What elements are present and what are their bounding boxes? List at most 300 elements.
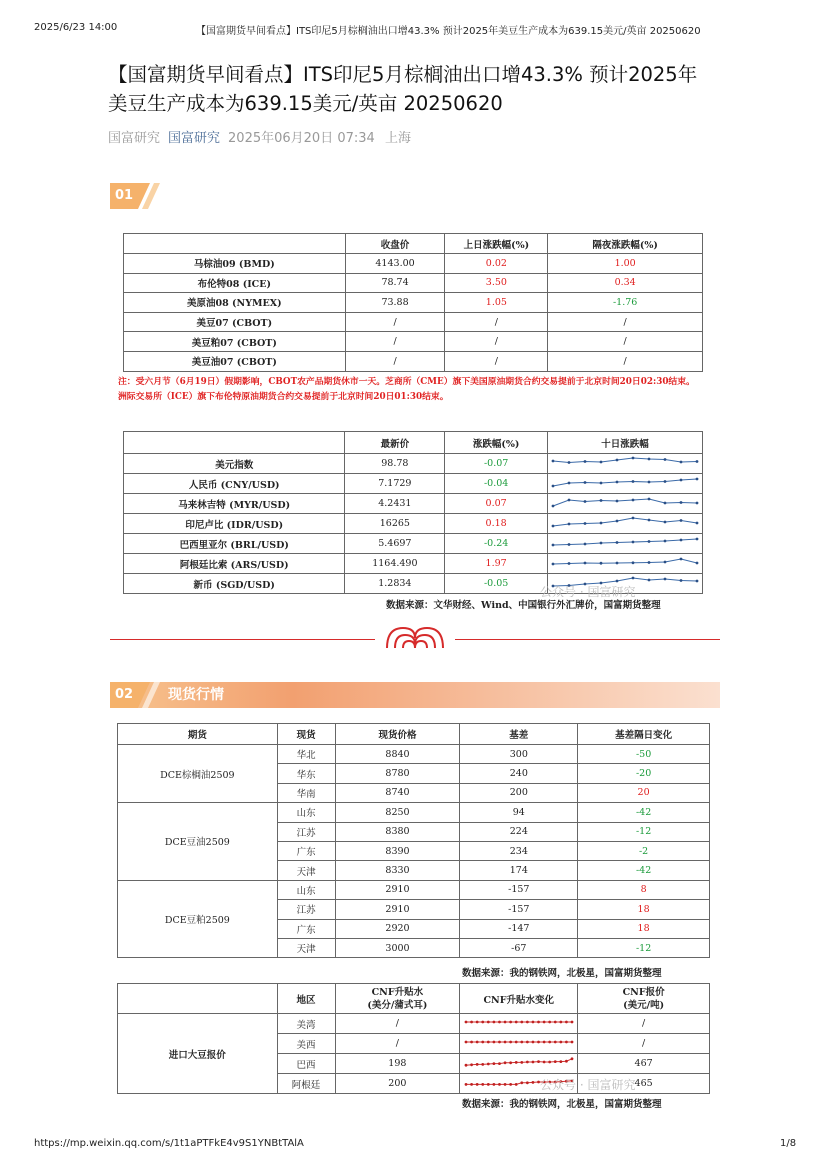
fx-sparkline-4-point-6 [648, 540, 651, 543]
fx-price: 1164.490 [345, 554, 445, 574]
cnf-sparkline-1-point-8 [509, 1041, 512, 1044]
cnf-sparkline-2-point-18 [565, 1060, 568, 1063]
fx-change: 1.97 [445, 554, 548, 574]
cnf-sparkline-3-point-3 [481, 1083, 484, 1086]
section-02-number: 02 [114, 687, 134, 702]
fx-sparkline-6-point-4 [616, 580, 619, 583]
fx-sparkline-0-point-0 [552, 460, 555, 463]
fx-sparkline-3-point-4 [616, 520, 619, 523]
futures-night-change: 1.00 [548, 254, 703, 274]
spot-basis: -147 [460, 919, 578, 938]
spot-basis-change: -2 [578, 841, 710, 860]
spot-basis-change: 20 [578, 783, 710, 802]
spot-header-spot: 现货 [277, 724, 335, 745]
cnf-header-row [118, 984, 710, 1014]
cnf-sparkline-2-point-19 [570, 1057, 573, 1060]
fx-sparkline-1-point-6 [648, 481, 651, 484]
cnf-sparkline-3-point-9 [515, 1083, 518, 1086]
cnf-sparkline-1-point-10 [520, 1041, 523, 1044]
fx-name: 人民币 (CNY/USD) [124, 474, 345, 494]
futures-prev-change: 0.02 [445, 254, 548, 274]
fx-sparkline-6-point-8 [680, 579, 683, 582]
fx-name: 马来林吉特 (MYR/USD) [124, 494, 345, 514]
fx-sparkline-1 [550, 474, 700, 490]
cnf-sparkline-0-point-2 [475, 1021, 478, 1024]
cnf-region: 巴西 [277, 1054, 335, 1074]
spot-header-change: 基差隔日变化 [578, 724, 710, 745]
futures-header-night: 隔夜涨跌幅(%) [548, 234, 703, 254]
fx-sparkline-1-point-5 [632, 480, 635, 483]
fx-sparkline-2 [550, 494, 700, 510]
fx-sparkline-0-point-1 [568, 461, 571, 464]
fx-name: 美元指数 [124, 454, 345, 474]
futures-prev-change: 1.05 [445, 293, 548, 313]
cnf-sparkline-1-point-9 [515, 1041, 518, 1044]
cnf-quote: / [578, 1014, 710, 1034]
spot-header-basis: 基差 [460, 724, 578, 745]
futures-row [124, 332, 703, 352]
cnf-sparkline-1-point-11 [526, 1041, 529, 1044]
spot-table [117, 723, 710, 958]
fx-sparkline-6-point-9 [696, 580, 699, 583]
source-2: 数据来源：我的钢铁网，北极星，国富期货整理 [462, 968, 662, 979]
fx-price: 1.2834 [345, 574, 445, 594]
cnf-sparkline-1-point-15 [548, 1041, 551, 1044]
fx-header-row [124, 432, 703, 454]
fx-sparkline-3-line [553, 518, 697, 526]
spot-basis: 94 [460, 803, 578, 822]
futures-header-close: 收盘价 [345, 234, 445, 254]
cnf-header-quote [578, 984, 710, 1014]
cnf-sparkline-1-point-1 [470, 1041, 473, 1044]
futures-row [124, 312, 703, 332]
fx-sparkline-3-point-3 [600, 522, 603, 525]
cnf-sparkline-1-point-18 [565, 1041, 568, 1044]
cnf-sparkline-0 [463, 1015, 575, 1029]
fx-sparkline-0-point-2 [584, 460, 587, 463]
cnf-sparkline-0-point-0 [464, 1021, 467, 1024]
futures-name: 美豆粕07 (CBOT) [124, 332, 346, 352]
futures-header-prev: 上日涨跌幅(%) [445, 234, 548, 254]
cnf-sparkline-3-point-10 [520, 1081, 523, 1084]
fx-sparkline-3 [550, 514, 700, 530]
print-page-indicator: 1/8 [780, 1138, 797, 1149]
fx-sparkline-6-point-7 [664, 578, 667, 581]
cnf-sparkline-1-point-4 [487, 1041, 490, 1044]
fx-sparkline-0-line [553, 458, 697, 463]
cnf-sparkline-0-point-3 [481, 1021, 484, 1024]
fx-sparkline-3-point-7 [664, 521, 667, 524]
source-1: 数据来源：文华财经、Wind、中国银行外汇牌价，国富期货整理 [386, 600, 661, 611]
fx-sparkline-5-point-1 [568, 562, 571, 565]
spot-price: 8840 [335, 745, 460, 764]
cnf-sparkline-3-point-0 [464, 1083, 467, 1086]
fx-sparkline-cell [548, 454, 703, 474]
spot-price: 8330 [335, 861, 460, 880]
cnf-quote: 465 [578, 1074, 710, 1094]
fx-sparkline-2-point-0 [552, 505, 555, 508]
fx-change: 0.18 [445, 514, 548, 534]
cnf-sparkline-0-point-12 [531, 1021, 534, 1024]
futures-night-change: / [548, 332, 703, 352]
fx-sparkline-4-point-9 [696, 538, 699, 541]
spot-price: 2910 [335, 900, 460, 919]
spot-basis: 300 [460, 745, 578, 764]
fx-name: 巴西里亚尔 (BRL/USD) [124, 534, 345, 554]
cnf-header-region: 地区 [277, 984, 335, 1014]
cnf-sparkline-2-point-2 [475, 1063, 478, 1066]
futures-prev-change: / [445, 332, 548, 352]
publish-date: 2025年06月20日 07:34 [228, 131, 375, 146]
cnf-sparkline-3-point-11 [526, 1081, 529, 1084]
fx-sparkline-4-point-1 [568, 543, 571, 546]
spot-basis: 174 [460, 861, 578, 880]
fx-header-chg: 涨跌幅(%) [445, 432, 548, 454]
fx-sparkline-cell [548, 554, 703, 574]
cnf-sparkline-1-point-3 [481, 1041, 484, 1044]
fx-sparkline-5-point-8 [680, 558, 683, 561]
fx-sparkline-6-point-5 [632, 577, 635, 580]
cnf-sparkline-0-point-4 [487, 1021, 490, 1024]
fx-sparkline-0-point-7 [664, 458, 667, 461]
cnf-header-premium-l2: (美分/蒲式耳) [367, 999, 428, 1011]
cnf-sparkline-3-point-1 [470, 1083, 473, 1086]
spot-basis: 240 [460, 764, 578, 783]
fx-header-0 [124, 432, 345, 454]
fx-sparkline-4-point-3 [600, 542, 603, 545]
cnf-sparkline-0-point-10 [520, 1021, 523, 1024]
fx-sparkline-2-point-8 [680, 501, 683, 504]
fx-sparkline-2-point-6 [648, 498, 651, 501]
fx-sparkline-0-point-9 [696, 460, 699, 463]
fx-sparkline-4-point-2 [584, 543, 587, 546]
spot-region: 华南 [277, 783, 335, 802]
print-url: https://mp.weixin.qq.com/s/1t1aPTFkE4v9S1YNBtTAlA [34, 1138, 304, 1149]
fx-sparkline-1-point-4 [616, 481, 619, 484]
cnf-premium: 198 [335, 1054, 460, 1074]
fx-name: 印尼卢比 (IDR/USD) [124, 514, 345, 534]
fx-change: -0.24 [445, 534, 548, 554]
futures-prev-change: 3.50 [445, 273, 548, 293]
spot-basis-change: 8 [578, 880, 710, 899]
fx-price: 5.4697 [345, 534, 445, 554]
spot-region: 山东 [277, 803, 335, 822]
spot-group-name: DCE豆粕2509 [118, 880, 278, 958]
cnf-sparkline-1-point-0 [464, 1041, 467, 1044]
cnf-sparkline-0-point-8 [509, 1021, 512, 1024]
spot-basis-change: -50 [578, 745, 710, 764]
spot-region: 天津 [277, 861, 335, 880]
fx-sparkline-1-point-7 [664, 480, 667, 483]
cnf-sparkline-3-point-8 [509, 1083, 512, 1086]
fx-sparkline-3-point-0 [552, 525, 555, 528]
cnf-region: 美湾 [277, 1014, 335, 1034]
cnf-sparkline-1 [463, 1035, 575, 1049]
fx-sparkline-cell [548, 494, 703, 514]
fx-sparkline-5-point-3 [600, 562, 603, 565]
fx-sparkline-4-point-4 [616, 541, 619, 544]
futures-close: / [345, 351, 445, 371]
futures-night-change: -1.76 [548, 293, 703, 313]
spot-region: 天津 [277, 938, 335, 957]
fx-sparkline-5-point-0 [552, 563, 555, 566]
futures-night-change: 0.34 [548, 273, 703, 293]
cnf-region: 阿根廷 [277, 1074, 335, 1094]
fx-sparkline-1-point-0 [552, 485, 555, 488]
fx-sparkline-5 [550, 554, 700, 570]
cnf-sparkline-1-point-16 [554, 1041, 557, 1044]
cnf-sparkline-2-point-10 [520, 1061, 523, 1064]
cnf-sparkline-2-point-9 [515, 1061, 518, 1064]
spot-basis: -157 [460, 880, 578, 899]
spot-basis-change: 18 [578, 900, 710, 919]
fx-header-price: 最新价 [345, 432, 445, 454]
fx-price: 4.2431 [345, 494, 445, 514]
cnf-sparkline-3-point-5 [492, 1083, 495, 1086]
cnf-sparkline-2-point-15 [548, 1061, 551, 1064]
account-link[interactable]: 国富研究 [168, 131, 221, 146]
futures-row [124, 273, 703, 293]
fx-sparkline-2-line [553, 499, 697, 506]
fx-sparkline-3-point-9 [696, 522, 699, 525]
cnf-quote: 467 [578, 1054, 710, 1074]
cnf-sparkline-2-point-7 [503, 1061, 506, 1064]
fx-table [123, 431, 703, 594]
spot-basis-change: -12 [578, 822, 710, 841]
watermark-1: 公众号 · 国富研究 [540, 585, 636, 599]
futures-close: 73.88 [345, 293, 445, 313]
cnf-sparkline-cell [460, 1034, 578, 1054]
futures-name: 布伦特08 (ICE) [124, 273, 346, 293]
ornament-icon [383, 622, 447, 652]
cnf-sparkline-2-point-1 [470, 1063, 473, 1066]
futures-row [124, 254, 703, 274]
spot-basis: 234 [460, 841, 578, 860]
fx-sparkline-5-point-9 [696, 562, 699, 565]
fx-name: 阿根廷比索 (ARS/USD) [124, 554, 345, 574]
futures-name: 美豆油07 (CBOT) [124, 351, 346, 371]
cnf-sparkline-0-point-15 [548, 1021, 551, 1024]
spot-region: 广东 [277, 841, 335, 860]
spot-price: 8250 [335, 803, 460, 822]
spot-group-name: DCE豆油2509 [118, 803, 278, 881]
spot-region: 广东 [277, 919, 335, 938]
spot-region: 江苏 [277, 900, 335, 919]
fx-sparkline-2-point-2 [584, 500, 587, 503]
cnf-sparkline-1-point-5 [492, 1041, 495, 1044]
cnf-sparkline-2-point-14 [542, 1061, 545, 1064]
cnf-sparkline-2-point-6 [498, 1062, 501, 1065]
cnf-sparkline-3-point-7 [503, 1083, 506, 1086]
fx-sparkline-0-point-3 [600, 461, 603, 464]
cbot-holiday-note: 注：受六月节（6月19日）假期影响，CBOT农产品期货休市一天。芝商所（CME）旗下美国原油期货合约交易提前于北京时间20日02:30结束。洲际交易所（ICE）旗下布伦特原油期货合约交易提前于北京时间20日01:30结束。 [118, 377, 695, 402]
section-02-header [110, 682, 720, 708]
fx-sparkline-3-point-6 [648, 519, 651, 522]
cnf-sparkline-0-point-5 [492, 1021, 495, 1024]
cnf-sparkline-0-point-16 [554, 1021, 557, 1024]
spot-region: 江苏 [277, 822, 335, 841]
cnf-sparkline-1-point-12 [531, 1041, 534, 1044]
cnf-sparkline-2-point-13 [537, 1060, 540, 1063]
futures-name: 美原油08 (NYMEX) [124, 293, 346, 313]
fx-change: -0.07 [445, 454, 548, 474]
fx-price: 16265 [345, 514, 445, 534]
fx-sparkline-2-point-3 [600, 499, 603, 502]
spot-basis: -157 [460, 900, 578, 919]
futures-night-change: / [548, 312, 703, 332]
cnf-sparkline-0-point-6 [498, 1021, 501, 1024]
fx-row [124, 474, 703, 494]
cnf-sparkline-3-point-2 [475, 1083, 478, 1086]
cnf-sparkline-0-point-17 [559, 1021, 562, 1024]
cnf-header-premium [335, 984, 460, 1014]
spot-price: 8380 [335, 822, 460, 841]
watermark-2: 公众号 · 国富研究 [540, 1078, 636, 1092]
cnf-sparkline-2-point-5 [492, 1062, 495, 1065]
fx-sparkline-4-point-5 [632, 541, 635, 544]
fx-sparkline-1-point-9 [696, 478, 699, 481]
fx-sparkline-6-point-6 [648, 579, 651, 582]
fx-sparkline-cell [548, 474, 703, 494]
fx-sparkline-0-point-8 [680, 461, 683, 464]
cnf-sparkline-0-point-19 [570, 1021, 573, 1024]
futures-row [124, 351, 703, 371]
spot-group-name: DCE棕榈油2509 [118, 745, 278, 803]
fx-sparkline-0-point-6 [648, 458, 651, 461]
spot-basis-change: -42 [578, 803, 710, 822]
fx-change: 0.07 [445, 494, 548, 514]
cnf-sparkline-3-point-12 [531, 1081, 534, 1084]
fx-sparkline-0-point-5 [632, 457, 635, 460]
cnf-quote: / [578, 1034, 710, 1054]
print-tab-title: 【国富期货早间看点】ITS印尼5月棕榈油出口增43.3% 预计2025年美豆生产成本为639.15美元/英亩 20250620 [196, 26, 701, 37]
cnf-region: 美西 [277, 1034, 335, 1054]
fx-sparkline-1-point-2 [584, 481, 587, 484]
cnf-group-name: 进口大豆报价 [118, 1014, 278, 1094]
fx-sparkline-4-line [553, 539, 697, 545]
fx-sparkline-cell [548, 514, 703, 534]
cnf-sparkline-1-point-19 [570, 1041, 573, 1044]
spot-price: 8390 [335, 841, 460, 860]
cnf-sparkline-cell [460, 1054, 578, 1074]
spot-basis: -67 [460, 938, 578, 957]
fx-sparkline-5-line [553, 559, 697, 564]
cnf-sparkline-3-point-4 [487, 1083, 490, 1086]
fx-row [124, 514, 703, 534]
cnf-sparkline-1-point-6 [498, 1041, 501, 1044]
cnf-premium: 200 [335, 1074, 460, 1094]
cnf-sparkline-0-point-13 [537, 1021, 540, 1024]
cnf-sparkline-2 [463, 1055, 575, 1069]
fx-sparkline-4-point-7 [664, 540, 667, 543]
fx-sparkline-1-point-3 [600, 482, 603, 485]
cnf-sparkline-2-point-17 [559, 1060, 562, 1063]
futures-close: 78.74 [345, 273, 445, 293]
cnf-header-0 [118, 984, 278, 1014]
spot-basis-change: -42 [578, 861, 710, 880]
spot-price: 2910 [335, 880, 460, 899]
cnf-sparkline-2-point-12 [531, 1061, 534, 1064]
cnf-sparkline-2-point-4 [487, 1063, 490, 1066]
cnf-sparkline-1-point-7 [503, 1041, 506, 1044]
fx-sparkline-1-point-1 [568, 482, 571, 485]
cnf-sparkline-0-point-9 [515, 1021, 518, 1024]
cnf-premium: / [335, 1014, 460, 1034]
fx-sparkline-cell [548, 534, 703, 554]
publish-location: 上海 [384, 131, 411, 146]
cnf-header-quote-l2: (美元/吨) [623, 999, 665, 1011]
fx-sparkline-4 [550, 534, 700, 550]
fx-header-spark: 十日涨跌幅 [548, 432, 703, 454]
fx-row [124, 554, 703, 574]
cnf-sparkline-1-point-2 [475, 1041, 478, 1044]
cnf-sparkline-cell [460, 1014, 578, 1034]
cnf-sparkline-2-point-8 [509, 1061, 512, 1064]
spot-row [118, 745, 710, 764]
fx-sparkline-5-point-6 [648, 561, 651, 564]
section-01-number: 01 [114, 188, 134, 203]
cnf-sparkline-0-point-14 [542, 1021, 545, 1024]
cnf-sparkline-1-point-13 [537, 1041, 540, 1044]
fx-sparkline-4-point-0 [552, 544, 555, 547]
fx-sparkline-1-point-8 [680, 479, 683, 482]
spot-region: 山东 [277, 880, 335, 899]
cnf-sparkline-0-point-7 [503, 1021, 506, 1024]
source-3: 数据来源：我的钢铁网，北极星，国富期货整理 [462, 1099, 662, 1110]
cnf-header-quote-l1: CNF报价 [622, 986, 665, 998]
article-meta [108, 127, 411, 146]
spot-price: 8780 [335, 764, 460, 783]
spot-basis-change: 18 [578, 919, 710, 938]
author: 国富研究 [108, 131, 161, 146]
fx-sparkline-3-point-5 [632, 517, 635, 520]
futures-row [124, 293, 703, 313]
futures-close: / [345, 332, 445, 352]
fx-sparkline-5-point-7 [664, 561, 667, 564]
fx-change: -0.04 [445, 474, 548, 494]
spot-price: 2920 [335, 919, 460, 938]
fx-price: 7.1729 [345, 474, 445, 494]
fx-name: 新币 (SGD/USD) [124, 574, 345, 594]
spot-region: 华东 [277, 764, 335, 783]
spot-basis: 224 [460, 822, 578, 841]
spot-header-price: 现货价格 [335, 724, 460, 745]
article-title-line2: 美豆生产成本为639.15美元/英亩 20250620 [108, 92, 503, 115]
spot-header-futures: 期货 [118, 724, 278, 745]
fx-sparkline-5-point-2 [584, 562, 587, 565]
cnf-sparkline-1-point-14 [542, 1041, 545, 1044]
cnf-sparkline-2-point-0 [464, 1064, 467, 1067]
cnf-sparkline-3-point-6 [498, 1083, 501, 1086]
fx-row [124, 494, 703, 514]
futures-header-row [124, 234, 703, 254]
futures-prev-change: / [445, 312, 548, 332]
spot-row [118, 803, 710, 822]
cnf-sparkline-0-point-11 [526, 1021, 529, 1024]
futures-name: 马棕油09 (BMD) [124, 254, 346, 274]
article-title [108, 60, 748, 118]
fx-sparkline-5-point-5 [632, 561, 635, 564]
futures-close: / [345, 312, 445, 332]
divider-left [110, 639, 375, 640]
fx-sparkline-2-point-4 [616, 500, 619, 503]
spot-basis: 200 [460, 783, 578, 802]
spot-header-row [118, 724, 710, 745]
cnf-header-premium-l1: CNF升贴水 [371, 986, 424, 998]
section-02-title: 现货行情 [168, 687, 224, 703]
cnf-sparkline-0-point-1 [470, 1021, 473, 1024]
fx-sparkline-0 [550, 454, 700, 470]
